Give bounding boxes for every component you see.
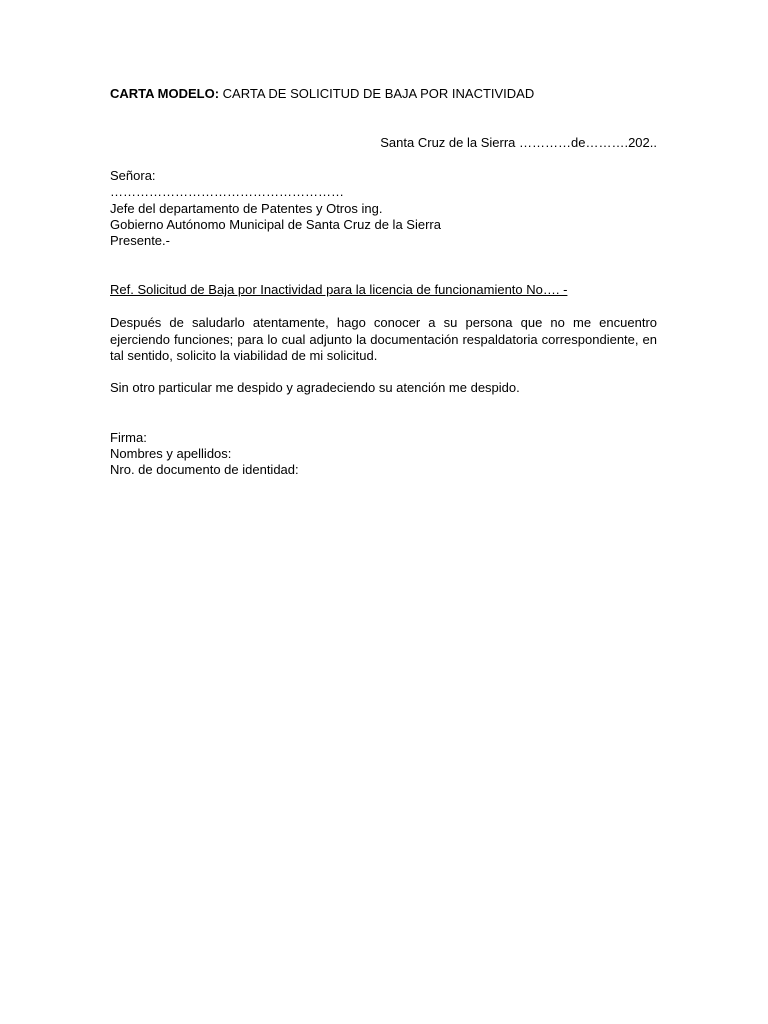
heading-label: CARTA MODELO: (110, 86, 220, 101)
names-label: Nombres y apellidos: (110, 446, 232, 461)
recipient-name-placeholder: ……………………………………………… (110, 184, 344, 199)
id-document-label: Nro. de documento de identidad: (110, 462, 299, 477)
reference-line (110, 282, 657, 299)
recipient-title: Jefe del departamento de Patentes y Otros ing. (110, 201, 383, 216)
body-paragraph: Después de saludarlo atentamente, hago conocer a su persona que no me encuentro ejerciendo funciones; para lo cual adjunto la documentación respaldatoria correspondiente, en tal sentido, solicito la viabilidad de mi solicitud. (110, 315, 657, 363)
presente-line: Presente.- (110, 233, 170, 248)
reference-text: Ref. Solicitud de Baja por Inactividad para la licencia de funcionamiento No…. - (110, 282, 568, 297)
document-heading (110, 86, 657, 103)
recipient-organization: Gobierno Autónomo Municipal de Santa Cruz de la Sierra (110, 217, 441, 232)
signature-label: Firma: (110, 430, 147, 445)
salutation: Señora: (110, 168, 156, 183)
place-date-line: Santa Cruz de la Sierra …………de……….202.. (380, 135, 657, 150)
closing-line: Sin otro particular me despido y agradeciendo su atención me despido. (110, 380, 520, 395)
heading-text: CARTA DE SOLICITUD DE BAJA POR INACTIVIDAD (219, 86, 535, 101)
